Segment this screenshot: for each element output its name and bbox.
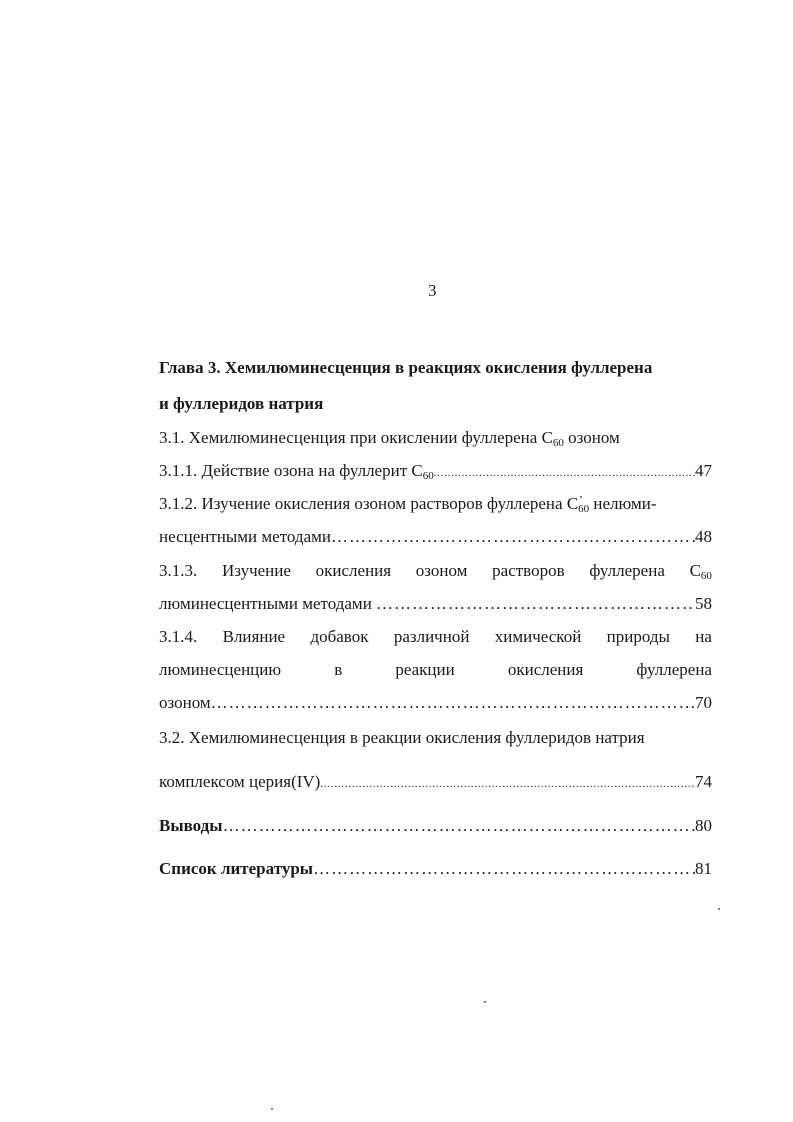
toc-entry-3-1-4-line3-text: озоном [159, 693, 211, 712]
toc-entry-3-1-text: 3.1. Хемилюминесценция при окислении фуллерена С [159, 428, 553, 447]
toc-entry-3-1-1[interactable] [159, 459, 712, 486]
toc-word: окисления [507, 660, 584, 679]
toc-word: фуллерена [589, 561, 665, 580]
scan-speck [580, 496, 582, 498]
toc-entry-3-1-2-line2-text: несцентными методами [159, 527, 331, 546]
dot-leader [434, 459, 695, 486]
toc-word: люминесценцию [159, 660, 282, 679]
toc-entry-3-1-2-after: нелюми- [589, 494, 657, 513]
toc-entry-3-1-2-line1[interactable] [159, 492, 712, 516]
toc-entry-3-1-3-line2[interactable] [159, 592, 712, 616]
toc-entry-3-1-3-page: 58 [695, 594, 712, 613]
toc-word: в [334, 660, 343, 679]
toc-word: Влияние [222, 627, 286, 646]
toc-entry-3-1-sub: 60 [552, 437, 564, 449]
toc-word: 3.1.4. [159, 627, 198, 646]
toc-entry-3-1-4-line1[interactable] [159, 625, 712, 649]
toc-entry-3-2-line2[interactable] [159, 770, 712, 797]
toc-entry-3-1-4-line3[interactable] [159, 691, 712, 715]
dot-leader [223, 814, 695, 838]
toc-entry-3-1-2-text: 3.1.2. Изучение окисления озоном растворов фуллерена С [159, 494, 579, 513]
toc-entry-conclusions-page: 80 [695, 816, 712, 835]
page-number: 3 [428, 281, 437, 300]
toc-word: озоном [415, 561, 468, 580]
toc-entry-3-1-3-line2-text: люминесцентными методами [159, 594, 377, 613]
toc-entry-3-1-3-sub: 60 [700, 570, 712, 582]
toc-word: химической [494, 627, 582, 646]
toc-word: Изучение [221, 561, 291, 580]
toc-word: окисления [315, 561, 392, 580]
dot-leader [376, 592, 695, 616]
toc-word: природы [606, 627, 670, 646]
toc-entry-3-1-2-page: 48 [695, 527, 712, 546]
toc-entry-3-1-2-sub: 60 [578, 503, 590, 515]
toc-entry-conclusions[interactable] [159, 814, 712, 838]
toc-entry-3-2-line2-text: комплексом церия(IV) [159, 772, 321, 791]
scan-speck [718, 908, 720, 910]
toc-entry-3-1-4-line2[interactable] [159, 658, 712, 682]
toc-word: растворов [492, 561, 565, 580]
toc-entry-references-page: 81 [695, 859, 712, 878]
toc-entry-3-1-1-text: 3.1.1. Действие озона на фуллерит С [159, 461, 423, 480]
scan-speck [484, 1001, 486, 1003]
scan-speck [271, 1108, 273, 1110]
toc-entry-references[interactable] [159, 857, 712, 881]
chapter-title-line1: Глава 3. Хемилюминесценция в реакциях окисления фуллерена [159, 358, 653, 377]
toc-entry-3-1-after: озоном [563, 428, 620, 447]
dot-leader [331, 525, 695, 549]
toc-entry-3-1-1-sub: 60 [422, 470, 434, 482]
toc-entry-3-1-1-page: 47 [695, 461, 712, 480]
dot-leader [320, 770, 695, 797]
toc-entry-3-1-3-line1[interactable] [159, 559, 712, 583]
toc-entry-references-text: Список литературы [159, 859, 314, 878]
toc-entry-3-1-2-line2[interactable] [159, 525, 712, 549]
toc-entry-3-2-page: 74 [695, 772, 712, 791]
dot-leader [211, 691, 695, 715]
dot-leader [313, 857, 695, 881]
toc-entry-3-2-line1[interactable]: 3.2. Хемилюминесценция в реакции окисления фуллеридов натрия [159, 728, 645, 747]
toc-word: С [689, 561, 701, 580]
toc-word: добавок [310, 627, 369, 646]
toc-word: фуллерена [636, 660, 712, 679]
toc-entry-3-1[interactable] [159, 426, 712, 450]
toc-word: 3.1.3. [159, 561, 198, 580]
toc-entry-3-1-4-page: 70 [695, 693, 712, 712]
toc-word: реакции [395, 660, 455, 679]
toc-word: различной [393, 627, 470, 646]
chapter-title-line2: и фуллеридов натрия [159, 394, 324, 413]
toc-entry-conclusions-text: Выводы [159, 816, 223, 835]
toc-word: на [695, 627, 712, 646]
